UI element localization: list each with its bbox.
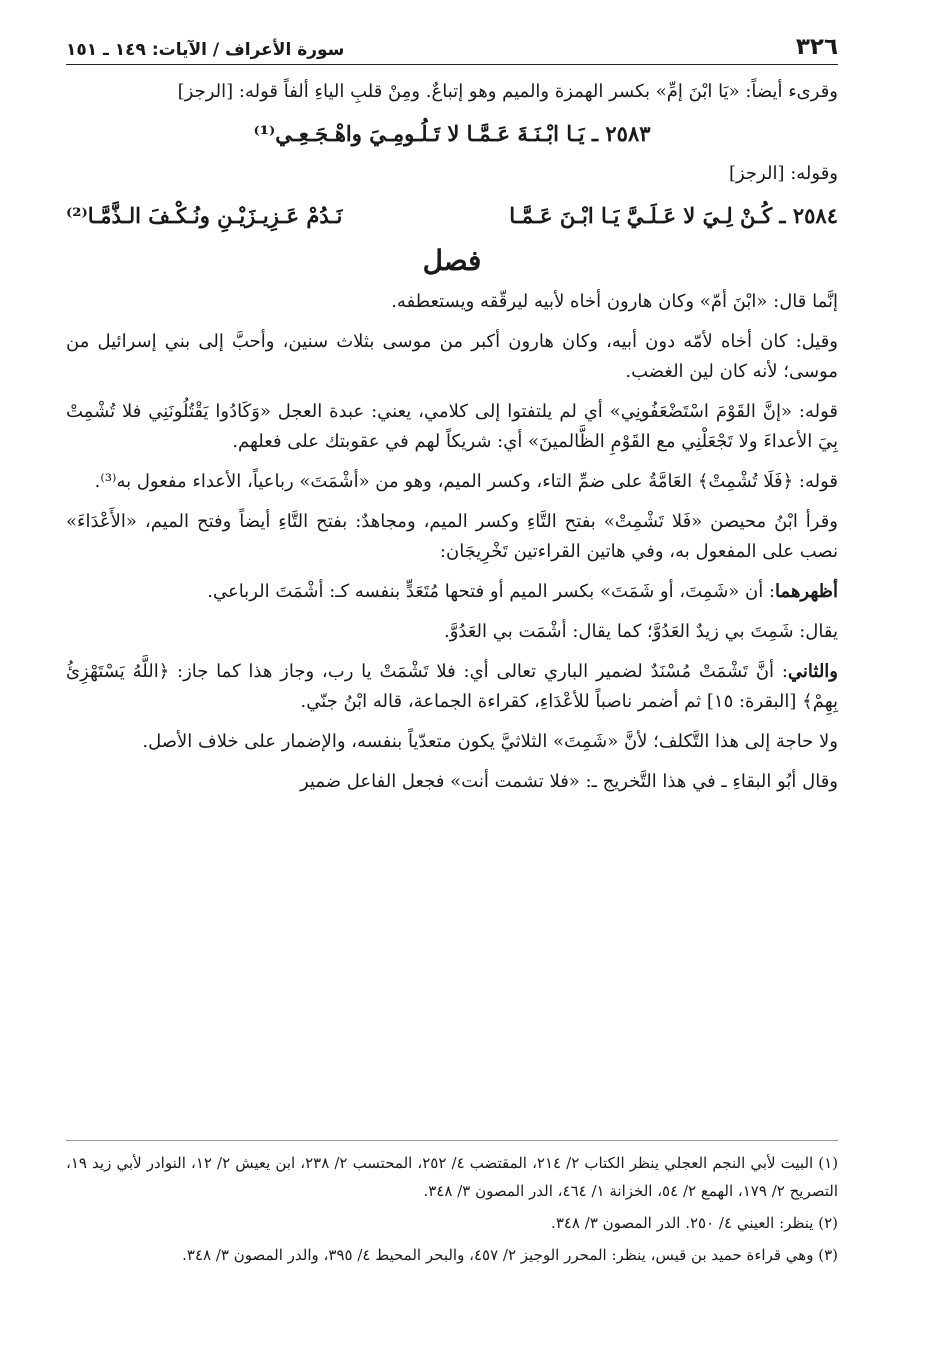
- verse-2583: ٢٥٨٣ ـ يَـا ابْـنَـةَ عَـمَّـا لا تَـلُـومِـيَ واهْـجَـعِـي⁽¹⁾: [253, 121, 651, 146]
- section-title: فصل: [422, 244, 482, 277]
- verse-2584-second-hemistich: نَـدُمْ عَـزِيـزَيْـنِ ونُـكْـفَ الـذَّمَّـا⁽²⁾: [66, 203, 343, 228]
- paragraph-10: [66, 657, 838, 717]
- paragraph-3: إنَّما قال: «ابْنَ أمّ» وكان هارون أخاه لأبيه ليرقّقه ويستعطفه.: [391, 291, 838, 312]
- paragraph-12: وقال أبُو البقاءِ ـ في هذا التَّخريج ـ: «فلا تشمت أنت» فجعل الفاعل ضمير: [299, 771, 838, 792]
- paragraph-4: وقيل: كان أخاه لأمّه دون أبيه، وكان هارون أكبر من موسى بثلاث سنين، وأحبَّ إلى بني إسرائيل من موسى؛ لأنه كان لين الغضب.: [66, 331, 839, 382]
- paragraph-8-text: : أن «شَمِتَ، أو شَمَتَ» بكسر الميم أو فتحها مُتَعَدٍّ بنفسه كـ: أشْمَتَ الرباعي.: [207, 581, 776, 602]
- paragraph-6: قوله: ﴿فَلَا تُشْمِتْ﴾ العَامَّةُ على ضمِّ التاء، وكسر الميم، وهو من «أشْمَتَ» رباعياً، الأعداء مفعول به⁽³⁾.: [94, 471, 838, 492]
- verse-2584: [66, 199, 838, 233]
- paragraph-5: قوله: «إنَّ القَوْمَ اسْتَضْعَفُونِي» أي لم يلتفتوا إلى كلامي، يعني: عبدة العجل «وَكَادُوا يَقْتُلُونَنِي فلا تُشْمِتْ بِيَ الأعداءَ ولا تَجْعَلْنِي مع القَوْمِ الظَّالمينَ» أي: شريكاً لهم في عقوبتك على فعلهم.: [66, 401, 838, 452]
- paragraph-11: ولا حاجة إلى هذا التَّكلف؛ لأنَّ «شَمِتَ» الثلاثيَّ يكون متعدّياً بنفسه، والإضمار على خلاف الأصل.: [142, 731, 838, 752]
- paragraph-8-lead: أظهرهما: [775, 581, 838, 602]
- running-header: [66, 30, 838, 65]
- paragraph-2: وقوله: [الرجز]: [728, 163, 838, 184]
- footnote-1: (١) البيت لأبي النجم العجلي ينظر الكتاب ٢/ ٢١٤، المقتضب ٤/ ٢٥٢، المحتسب ٢/ ٢٣٨، ابن يعيش ٢/ ١٢، النوادر لأبي زيد ١٩، التصريح ٢/ ١٧٩، الهمع ٢/ ٥٤، الخزانة ١/ ٤٦٤، الدر المصون ٣/ ٣٤٨.: [66, 1154, 839, 1200]
- paragraph-8: [66, 577, 838, 607]
- paragraph-10-text: : أنَّ تَشْمَتْ مُسْنَدٌ لضمير الباري تعالى أي: فلا تَشْمَتْ يا رب، وجاز هذا كما جاز: ﴿اللَّهُ يَسْتَهْزِئُ بِهِمْ﴾ [البقرة: ١٥] ثم أضمر ناصباً للأعْدَاءِ، كقراءة الجماعة، قاله ابْنُ جنّي.: [66, 661, 838, 712]
- paragraph-1: وقرىء أيضاً: «يَا ابْنَ إمِّ» بكسر الهمزة والميم وهو إتباعٌ. ومِنْ قلبِ الياءِ ألفاً قوله: [الرجز]: [177, 81, 838, 102]
- verse-2584-first-hemistich: ٢٥٨٤ ـ كُـنْ لِـيَ لا عَـلَـيَّ يَـا ابْـنَ عَـمَّـا: [509, 203, 838, 228]
- footnotes: [66, 1140, 838, 1273]
- header-title: سورة الأعراف / الآيات: ١٤٩ ـ ١٥١: [66, 40, 345, 60]
- paragraph-7: وقرأ ابْنُ محيصن «فَلا تَشْمِتْ» بفتح التَّاءِ وكسر الميم، ومجاهدٌ: بفتح التَّاءِ أيضاً وفتح الميم، «الأَعْدَاءَ» نصب على المفعول به، وفي هاتين القراءتين تَخْرِيجَان:: [66, 511, 838, 562]
- paragraph-10-lead: والثاني: [787, 661, 838, 682]
- main-text: [66, 77, 838, 797]
- footnote-3: (٣) وهي قراءة حميد بن قيس، ينظر: المحرر الوجيز ٢/ ٤٥٧، والبحر المحيط ٤/ ٣٩٥، والدر المصون ٣/ ٣٤٨.: [182, 1246, 838, 1264]
- page-number: ٣٢٦: [795, 34, 838, 60]
- footnote-2: (٢) ينظر: العيني ٤/ ٢٥٠. الدر المصون ٣/ ٣٤٨.: [551, 1214, 838, 1232]
- paragraph-9: يقال: شَمِتَ بي زيدٌ العَدُوَّ؛ كما يقال: أشْمَت بي العَدُوَّ.: [443, 621, 838, 642]
